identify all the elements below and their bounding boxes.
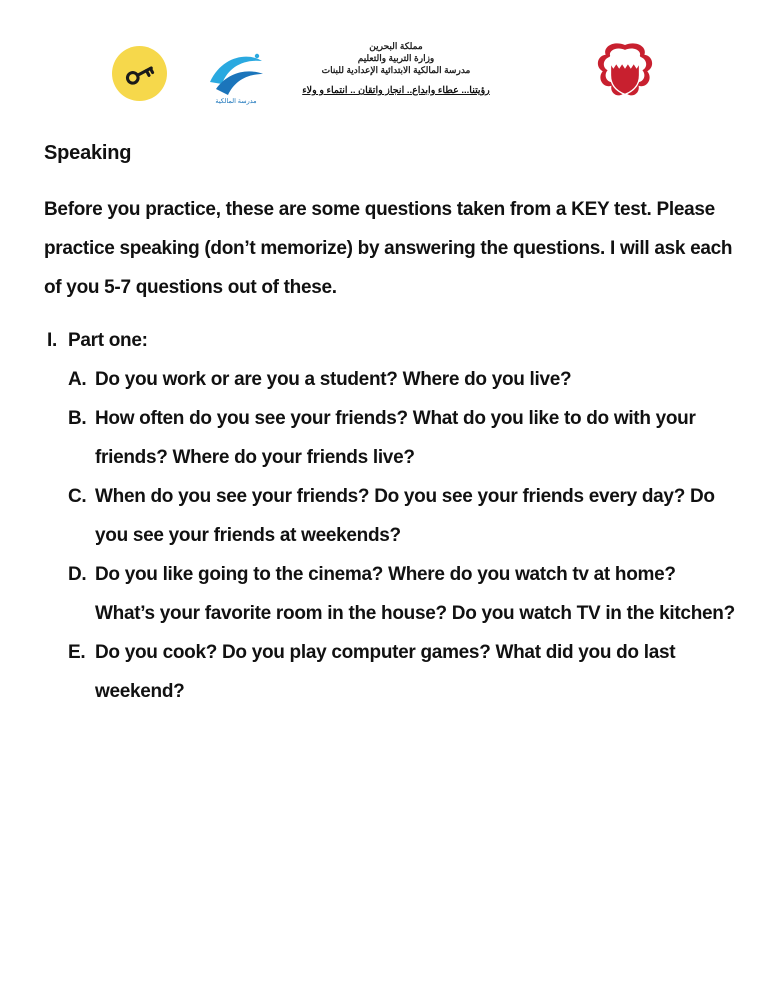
list-item-d <box>68 555 736 633</box>
item-text: When do you see your friends? Do you see your friends every day? Do you see your friends at weekends? <box>95 486 715 546</box>
item-letter: D. <box>68 564 87 585</box>
item-text: Do you cook? Do you play computer games? What did you do last weekend? <box>95 642 676 702</box>
item-text: Do you work or are you a student? Where do you live? <box>95 369 572 390</box>
bahrain-coat-of-arms-icon <box>594 40 656 114</box>
list-item-a <box>68 360 736 399</box>
key-badge <box>112 46 167 101</box>
list-item-b <box>68 399 736 477</box>
item-letter: C. <box>68 486 87 507</box>
list-item-e <box>68 633 736 711</box>
item-text: Do you like going to the cinema? Where do you watch tv at home? What’s your favorite room in the house? Do you watch TV in the kitchen? <box>95 564 735 624</box>
school-logo-caption: مدرسة المالكية <box>215 98 257 105</box>
ministry-text-block <box>286 40 506 96</box>
part-one-heading <box>44 321 736 360</box>
item-text: How often do you see your friends? What do you like to do with your friends? Where do your friends live? <box>95 408 696 468</box>
section-title: Speaking <box>44 142 132 164</box>
ministry-line-3: مدرسة المالكية الابتدائية الإعدادية للبنات <box>321 65 471 75</box>
item-letter: B. <box>68 408 87 429</box>
document-header <box>0 0 768 130</box>
intro-paragraph: Before you practice, these are some questions taken from a KEY test. Please practice speaking (don’t memorize) by answering the questions. I will ask each of you 5-7 questions out of these. <box>44 199 733 298</box>
school-logo <box>202 48 270 106</box>
list-heading-text: Part one: <box>67 330 148 351</box>
item-letter: A. <box>68 369 87 390</box>
document-body <box>44 142 736 711</box>
list-numeral: I. <box>47 330 57 351</box>
item-letter: E. <box>68 642 86 663</box>
key-icon <box>120 54 160 94</box>
list-item-c <box>68 477 736 555</box>
question-list <box>44 360 736 711</box>
ministry-line-2: وزارة التربية والتعليم <box>357 53 435 63</box>
school-motto: رؤيتنا... عطاء وابداع.. انجاز واتقان .. انتماء و ولاء <box>302 85 490 96</box>
bahrain-emblem <box>594 40 656 114</box>
ministry-line-1: مملكة البحرين <box>369 41 423 51</box>
school-logo-bird-icon <box>202 48 270 106</box>
